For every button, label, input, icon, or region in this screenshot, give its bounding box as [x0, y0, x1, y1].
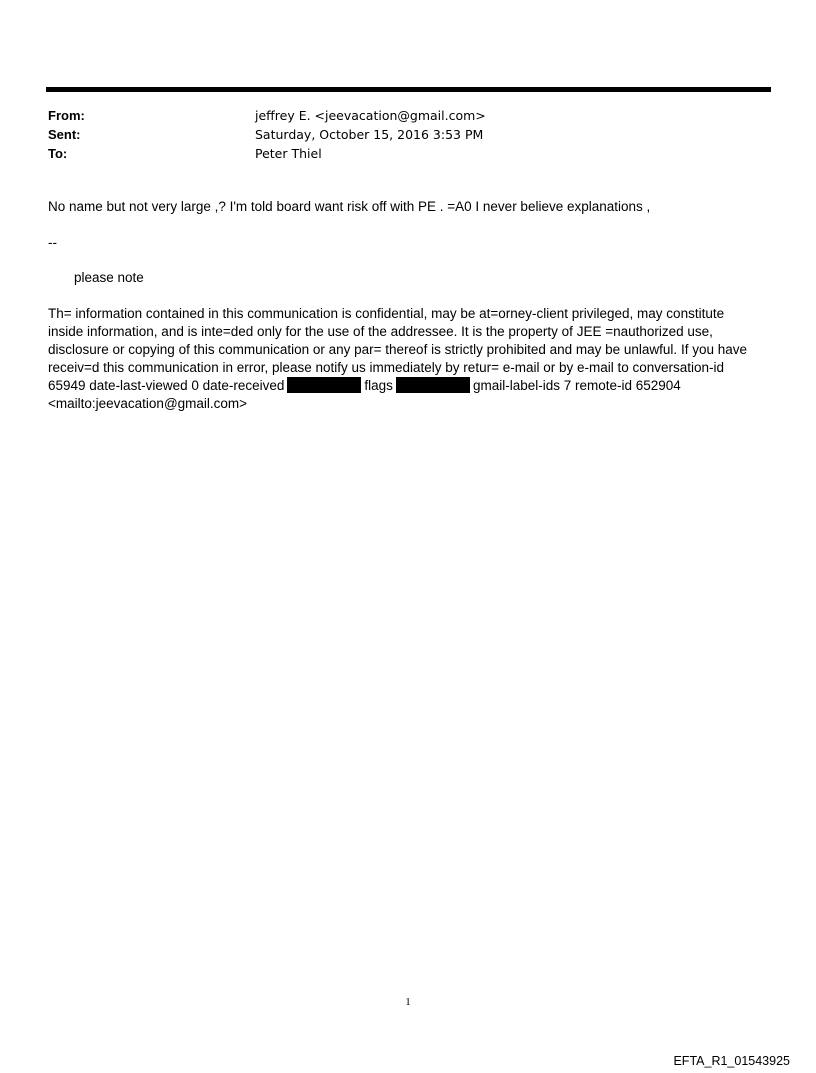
mailto-link: <mailto:jeevacation@gmail.com>	[48, 396, 248, 411]
redaction-box	[396, 377, 470, 393]
to-label: To:	[48, 146, 68, 161]
email-header	[48, 108, 748, 165]
to-row	[48, 146, 748, 165]
to-value: Peter Thiel	[255, 146, 322, 161]
page-number: 1	[405, 996, 411, 1008]
message-body: No name but not very large ,? I'm told board want risk off with PE . =A0 I never believe explanations ,	[48, 199, 651, 214]
disclaimer-line: disclosure or copying of this communication or any par= thereof is strictly prohibited and may be unlawful. If you have	[48, 342, 747, 357]
disclaimer	[48, 305, 768, 413]
please-note: please note	[74, 270, 144, 285]
metadata-text: flags	[364, 378, 393, 393]
signature-separator: --	[48, 235, 57, 250]
from-label: From:	[48, 108, 85, 123]
sent-value: Saturday, October 15, 2016 3:53 PM	[255, 127, 484, 142]
disclaimer-line: Th= information contained in this communication is confidential, may be at=orney-client privileged, may constitute	[48, 306, 725, 321]
from-value: jeffrey E. <jeevacation@gmail.com>	[255, 108, 486, 123]
sent-row	[48, 127, 748, 146]
top-rule	[46, 87, 771, 92]
disclaimer-line: inside information, and is inte=ded only for the use of the addressee. It is the property of JEE =nauthorized use,	[48, 324, 713, 339]
metadata-text: gmail-label-ids 7 remote-id 652904	[472, 378, 681, 393]
disclaimer-line: receiv=d this communication in error, please notify us immediately by retur= e-mail or by e-mail to conversation-id	[48, 360, 725, 375]
document-id: EFTA_R1_01543925	[673, 1054, 790, 1068]
disclaimer-line-metadata	[48, 377, 768, 395]
sent-label: Sent:	[48, 127, 81, 142]
from-row	[48, 108, 748, 127]
redaction-box	[287, 377, 361, 393]
metadata-text: 65949 date-last-viewed 0 date-received	[48, 378, 285, 393]
